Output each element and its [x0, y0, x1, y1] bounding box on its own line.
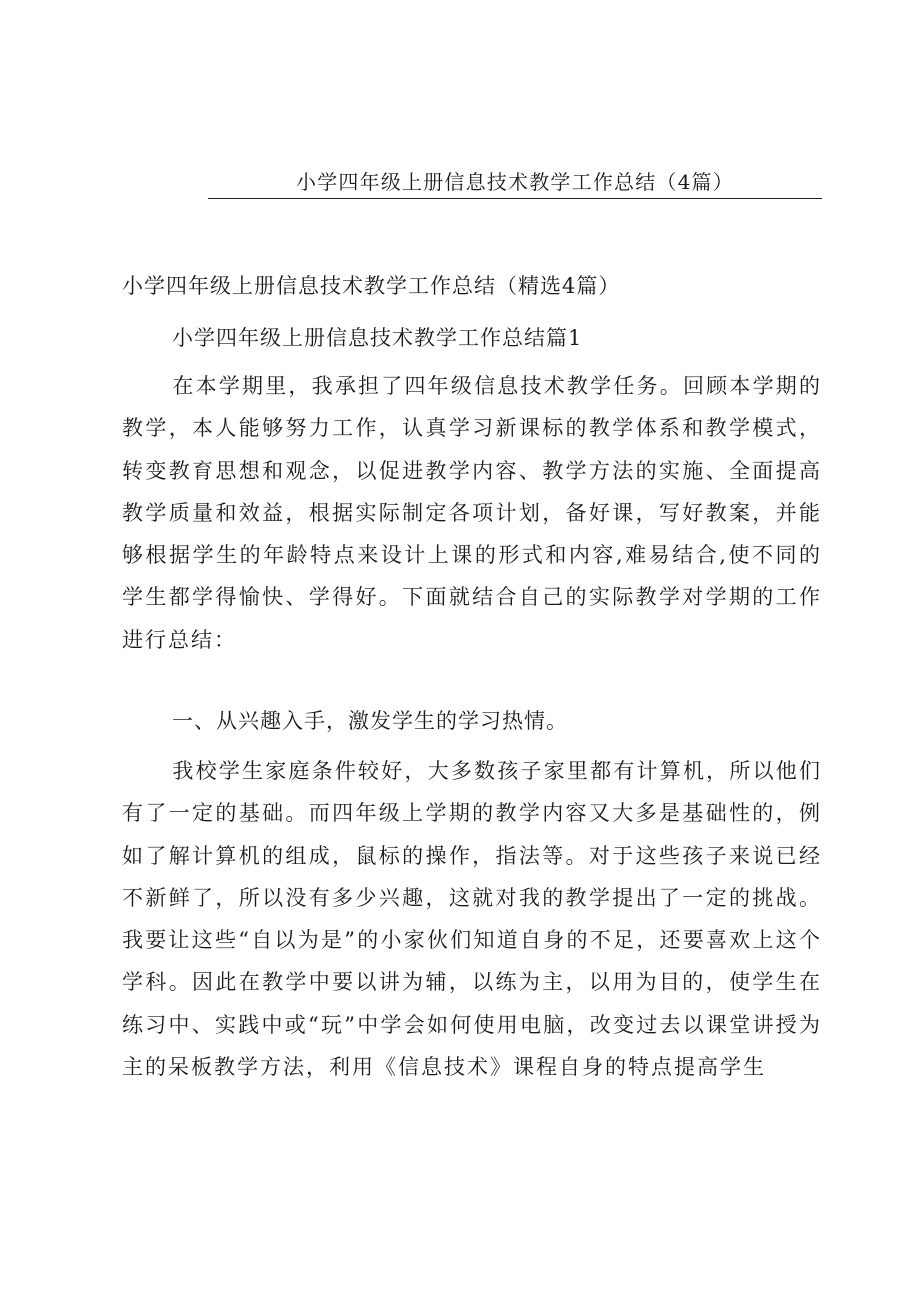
page-header: 小学四年级上册信息技术教学工作总结（4篇） — [208, 170, 822, 199]
section-heading-1: 一、从兴趣入手，激发学生的学习热情。 — [172, 709, 568, 733]
paragraph-interest: 我校学生家庭条件较好，大多数孩子家里都有计算机，所以他们有了一定的基础。而四年级上学期的教学内容又大多是基础性的，例如了解计算机的组成，鼠标的操作，指法等。对于这些孩子来说已经不新鲜了，所以没有多少兴趣，这就对我的教学提出了一定的挑战。我要让这些“自以为是”的小家伙们知道自身的不足，还要喜欢上这个学科。因此在教学中要以讲为辅，以练为主，以用为目的，使学生在练习中、实践中或“玩”中学会如何使用电脑，改变过去以课堂讲授为主的呆板教学方法，利用《信息技术》课程自身的特点提高学生 — [122, 759, 822, 1080]
section-title: 小学四年级上册信息技术教学工作总结篇1 — [172, 326, 583, 350]
paragraph-intro: 在本学期里，我承担了四年级信息技术教学任务。回顾本学期的教学，本人能够努力工作，认真学习新课标的教学体系和教学模式，转变教育思想和观念，以促进教学内容、教学方法的实施、全面提高教学质量和效益，根据实际制定各项计划，备好课，写好教案，并能够根据学生的年龄特点来设计上课的形式和内容,难易结合,使不同的学生都学得愉快、学得好。下面就结合自己的实际教学对学期的工作进行总结： — [122, 374, 822, 652]
document-title: 小学四年级上册信息技术教学工作总结（精选4篇） — [122, 274, 621, 298]
